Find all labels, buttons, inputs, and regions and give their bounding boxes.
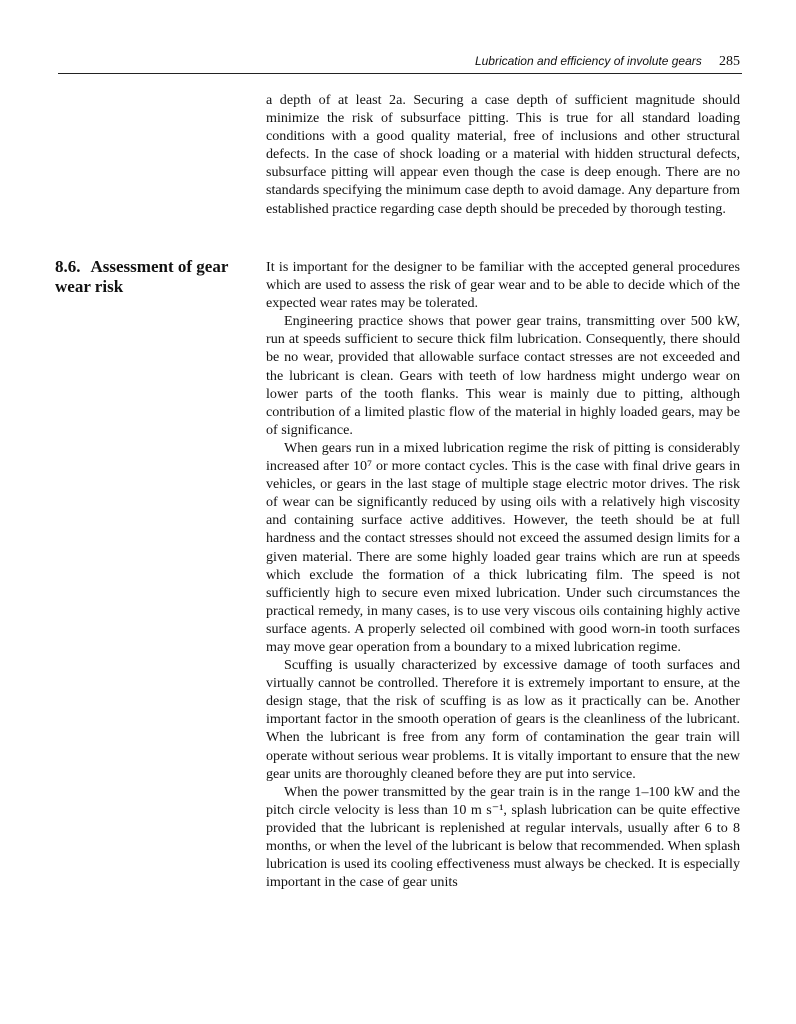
section-heading — [55, 257, 255, 297]
section-body — [266, 258, 740, 891]
paragraph-intro: It is important for the designer to be familiar with the accepted general procedures which are used to assess the risk of gear wear and to be able to decide which of the expected wear rates may be tolerated. — [266, 259, 740, 312]
running-header — [60, 52, 740, 70]
continuation-paragraph: a depth of at least 2a. Securing a case depth of sufficient magnitude should minimize the risk of subsurface pitting. This is true for all standard loading conditions with a good quality material, free of inclusions and other structural defects. In the case of shock loading or a material with hidden structural defects, subsurface pitting will appear even though the case is deep enough. There are no standards specifying the minimum case depth to avoid damage. Any departure from established practice regarding case depth should be preceded by thorough testing. — [266, 92, 740, 217]
paragraph-mixed-lubrication: When gears run in a mixed lubrication regime the risk of pitting is considerably increased after 10⁷ or more contact cycles. This is the case with final drive gears in vehicles, or gears in the last stage of multiple stage electric motor drives. The risk of wear can be significantly reduced by using oils with a relatively high viscosity and containing surface active additives. However, the teeth should be at full hardness and the contact stresses should not exceed the assumed design limits for a given material. There are some highly loaded gear trains which are run at speeds which exclude the formation of a thick lubricating film. The speed is not sufficiently high to secure even mixed lubrication. Under such circumstances the practical remedy, in many cases, is to use very viscous oils containing highly active surface agents. A properly selected oil combined with good worn-in tooth surfaces may move gear operation from a boundary to a mixed lubrication regime. — [266, 439, 740, 655]
paragraph-engineering-practice: Engineering practice shows that power gear trains, transmitting over 500 kW, run at speeds sufficient to secure thick film lubrication. Consequently, there should be no wear, provided that allowable surface contact stresses are not exceeded and the lubricant is clean. Gears with teeth of low hardness might undergo wear on lower parts of the tooth flanks. This wear is mainly due to pitting, although contribution of a limited plastic flow of the material in highly loaded gears, may be of significance. — [266, 313, 740, 438]
page-number: 285 — [719, 54, 740, 69]
section-number: 8.6. — [55, 257, 81, 276]
continuation-block — [266, 91, 740, 218]
header-rule — [58, 73, 742, 74]
paragraph-scuffing: Scuffing is usually characterized by excessive damage of tooth surfaces and virtually cannot be controlled. Therefore it is extremely important to ensure, at the design stage, that the risk of scuffing is as low as it practically can be. Another important factor in the smooth operation of gears is the cleanliness of the lubricant. When the lubricant is free from any form of contamination the gear train will operate without serious wear problems. It is vitally important to ensure that the new gear units are thoroughly cleaned before they are put into service. — [266, 657, 740, 782]
running-title: Lubrication and efficiency of involute gears — [474, 54, 702, 68]
paragraph-splash-lubrication: When the power transmitted by the gear train is in the range 1–100 kW and the pitch circle velocity is less than 10 m s⁻¹, splash lubrication can be quite effective provided that the lubricant is replenished at regular intervals, usually after 6 to 8 months, or when the level of the lubricant is below that recommended. When splash lubrication is used its cooling effectiveness must always be checked. It is especially important in the case of gear units — [266, 783, 740, 891]
section-title: Assessment of gear wear risk — [55, 257, 229, 296]
